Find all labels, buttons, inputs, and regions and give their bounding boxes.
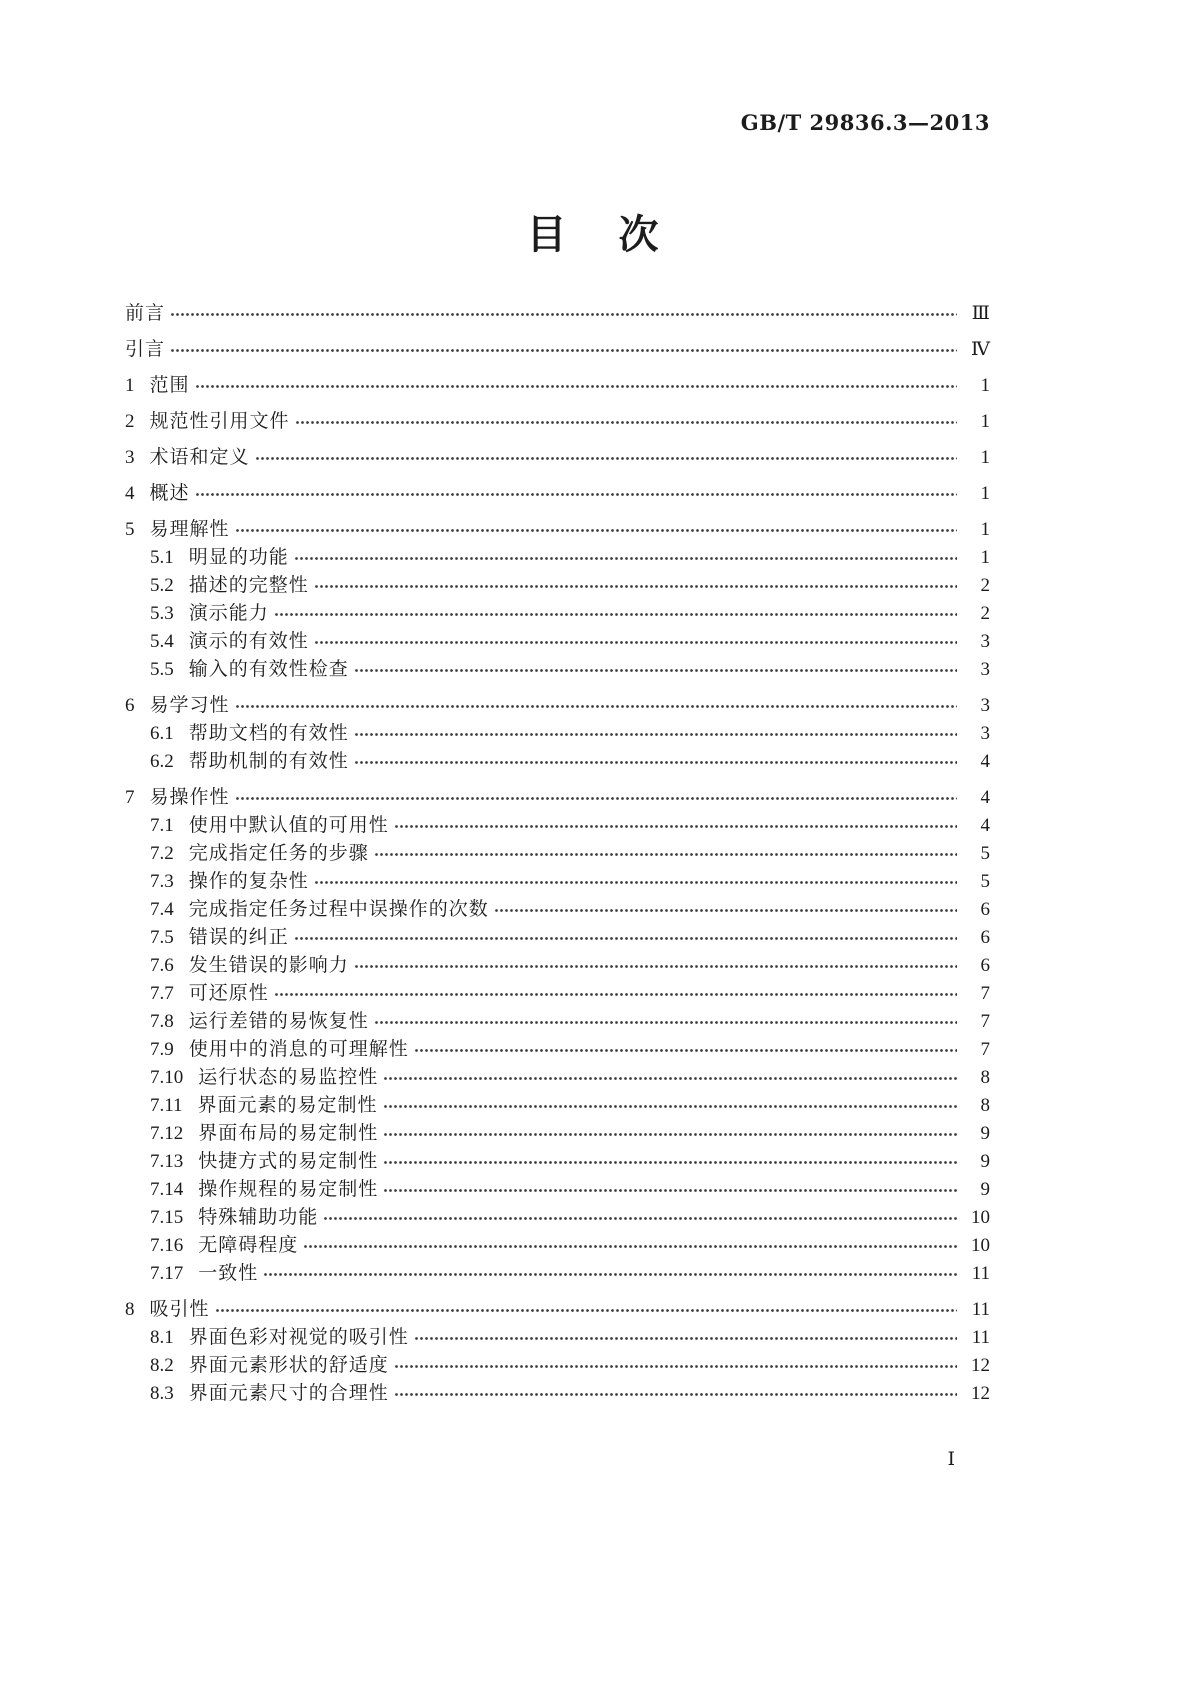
toc-entry-number: 4 [125,483,135,504]
toc-entry-label: 发生错误的影响力 [188,955,349,976]
toc-entry-number: 3 [125,447,135,468]
toc-entry [125,784,990,812]
page-title: 目 次 [526,212,665,257]
toc-entry-page: 12 [971,1355,990,1376]
toc-entry-page: 8 [980,1067,990,1088]
dot-leader [303,1237,957,1256]
toc-entry-number: 7.14 [150,1179,184,1200]
toc-entry-label: 演示能力 [188,603,269,624]
toc-entry-page: 9 [980,1179,990,1200]
toc-entry-label: 界面元素的易定制性 [197,1095,378,1116]
toc-entry-number: 8.2 [150,1355,174,1376]
toc-entry-label: 操作的复杂性 [188,871,309,892]
toc-entry-page: 1 [980,411,990,432]
dot-leader [394,1385,957,1404]
toc-entry-page: 8 [980,1095,990,1116]
toc-list [125,300,990,1408]
toc-entry-number: 7.11 [150,1095,183,1116]
dot-leader [354,725,957,744]
dot-leader [383,1069,957,1088]
toc-entry-label: 快捷方式的易定制性 [198,1151,379,1172]
toc-entry-label: 易理解性 [149,519,230,540]
toc-entry [125,1352,990,1380]
toc-entry [125,868,990,896]
toc-entry-page: 1 [980,447,990,468]
dot-leader [383,1125,957,1144]
toc-entry-number: 7.8 [150,1011,174,1032]
toc-entry-label: 无障碍程度 [198,1235,299,1256]
toc-entry-label: 使用中默认值的可用性 [188,815,389,836]
dot-leader [314,577,957,596]
toc-entry [125,300,990,328]
dot-leader [354,661,957,680]
toc-entry-page: 1 [980,547,990,568]
dot-leader [374,845,957,864]
toc-entry-number: 1 [125,375,135,396]
dot-leader [294,929,957,948]
toc-entry-label: 概述 [149,483,190,504]
toc-entry-number: 8.3 [150,1383,174,1404]
toc-entry [125,1092,990,1120]
toc-entry-label: 界面色彩对视觉的吸引性 [188,1327,409,1348]
toc-entry [125,1296,990,1324]
dot-leader [215,1301,957,1320]
toc-entry [125,372,990,400]
dot-leader [374,1013,957,1032]
toc-entry [125,336,990,364]
toc-entry [125,924,990,952]
dot-leader [494,901,957,920]
toc-entry [125,748,990,776]
toc-entry [125,840,990,868]
toc-entry-number: 7.15 [150,1207,184,1228]
dot-leader [414,1329,957,1348]
dot-leader [394,1357,957,1376]
toc-entry-label: 输入的有效性检查 [188,659,349,680]
toc-entry-page: 2 [980,603,990,624]
toc-entry [125,692,990,720]
toc-entry-label: 特殊辅助功能 [198,1207,319,1228]
toc-entry [125,572,990,600]
toc-entry-number: 7.5 [150,927,174,948]
toc-entry-page: 3 [980,695,990,716]
toc-entry [125,896,990,924]
toc-entry [125,1260,990,1288]
toc-entry-label: 操作规程的易定制性 [198,1179,379,1200]
toc-entry-page: 2 [980,575,990,596]
toc-entry-number: 5.3 [150,603,174,624]
toc-entry [125,1120,990,1148]
dot-leader [354,753,957,772]
toc-entry-page: Ⅳ [971,339,990,360]
toc-entry-label: 前言 [125,303,166,324]
toc-entry-number: 8.1 [150,1327,174,1348]
toc-entry-page: 11 [971,1327,990,1348]
toc-entry-number: 5.4 [150,631,174,652]
toc-entry [125,516,990,544]
toc-entry [125,1008,990,1036]
toc-entry-label: 可还原性 [188,983,269,1004]
toc-entry-number: 6.2 [150,751,174,772]
dot-leader [263,1265,957,1284]
toc-entry-number: 7.17 [150,1263,184,1284]
toc-entry-page: 4 [980,815,990,836]
toc-entry-number: 8 [125,1299,135,1320]
toc-entry [125,980,990,1008]
toc-entry-page: 10 [971,1207,990,1228]
toc-entry-number: 7.6 [150,955,174,976]
toc-entry-label: 帮助文档的有效性 [188,723,349,744]
toc-entry-label: 错误的纠正 [188,927,289,948]
toc-entry [125,656,990,684]
toc-entry-number: 5.1 [150,547,174,568]
toc-entry [125,1380,990,1408]
toc-entry-page: 6 [980,927,990,948]
toc-entry-page: 6 [980,899,990,920]
dot-leader [195,485,957,504]
dot-leader [295,413,957,432]
toc-entry-label: 一致性 [198,1263,259,1284]
toc-entry-page: 11 [971,1299,990,1320]
dot-leader [323,1209,957,1228]
dot-leader [255,449,957,468]
dot-leader [294,549,957,568]
toc-entry-label: 界面布局的易定制性 [198,1123,379,1144]
toc-entry [125,1232,990,1260]
dot-leader [170,341,957,360]
toc-entry [125,952,990,980]
toc-entry-label: 范围 [149,375,190,396]
toc-entry-number: 7.10 [150,1067,184,1088]
standard-number: GB/T 29836.3—2013 [740,110,990,135]
toc-entry-number: 2 [125,411,135,432]
toc-entry-number: 7.1 [150,815,174,836]
toc-entry-page: 12 [971,1383,990,1404]
dot-leader [274,605,957,624]
toc-entry-page: 5 [980,843,990,864]
toc-entry-page: 1 [980,375,990,396]
toc-entry-number: 6.1 [150,723,174,744]
toc-entry-label: 演示的有效性 [188,631,309,652]
toc-entry-number: 6 [125,695,135,716]
toc-entry [125,480,990,508]
toc-entry-number: 7.4 [150,899,174,920]
toc-entry [125,1324,990,1352]
toc-entry-label: 界面元素形状的舒适度 [188,1355,389,1376]
toc-entry-label: 易学习性 [149,695,230,716]
dot-leader [235,789,957,808]
toc-entry-number: 5.2 [150,575,174,596]
toc-entry [125,720,990,748]
toc-entry-number: 7.12 [150,1123,184,1144]
toc-entry-label: 描述的完整性 [188,575,309,596]
toc-entry-label: 明显的功能 [188,547,289,568]
toc-entry-page: 5 [980,871,990,892]
dot-leader [314,873,957,892]
dot-leader [383,1181,957,1200]
dot-leader [394,817,957,836]
toc-entry-page: 7 [980,1039,990,1060]
toc-entry-page: 1 [980,519,990,540]
toc-entry-page: 4 [980,787,990,808]
toc-entry-page: 3 [980,631,990,652]
toc-entry [125,444,990,472]
toc-entry [125,1148,990,1176]
toc-entry-label: 运行状态的易监控性 [198,1067,379,1088]
toc-entry-page: 9 [980,1151,990,1172]
toc-entry-label: 使用中的消息的可理解性 [188,1039,409,1060]
toc-entry-page: 11 [971,1263,990,1284]
toc-entry [125,1204,990,1232]
toc-entry-label: 吸引性 [149,1299,210,1320]
toc-entry-page: 3 [980,659,990,680]
toc-entry-label: 完成指定任务的步骤 [188,843,369,864]
toc-entry-number: 7.2 [150,843,174,864]
toc-entry [125,408,990,436]
dot-leader [414,1041,957,1060]
toc-entry [125,600,990,628]
toc-entry [125,1064,990,1092]
toc-entry-label: 完成指定任务过程中误操作的次数 [188,899,489,920]
toc-entry-page: 4 [980,751,990,772]
toc-entry [125,1176,990,1204]
toc-entry-page: 1 [980,483,990,504]
toc-entry [125,628,990,656]
dot-leader [195,377,957,396]
dot-leader [274,985,957,1004]
toc-entry-number: 7.9 [150,1039,174,1060]
toc-entry-number: 7 [125,787,135,808]
toc-entry-number: 7.7 [150,983,174,1004]
dot-leader [354,957,957,976]
dot-leader [235,697,957,716]
page-number: Ⅰ [947,1449,955,1470]
toc-entry [125,1036,990,1064]
toc-entry-number: 7.3 [150,871,174,892]
toc-entry-number: 5 [125,519,135,540]
toc-entry-label: 运行差错的易恢复性 [188,1011,369,1032]
dot-leader [314,633,957,652]
toc-entry-number: 7.13 [150,1151,184,1172]
toc-entry-label: 界面元素尺寸的合理性 [188,1383,389,1404]
toc-entry-label: 引言 [125,339,166,360]
toc-entry-page: 9 [980,1123,990,1144]
toc-entry-page: 10 [971,1235,990,1256]
toc-entry-number: 5.5 [150,659,174,680]
dot-leader [383,1153,957,1172]
dot-leader [235,521,957,540]
dot-leader [383,1097,957,1116]
toc-entry-page: Ⅲ [971,303,990,324]
toc-entry [125,544,990,572]
toc-entry-number: 7.16 [150,1235,184,1256]
toc-entry-label: 规范性引用文件 [149,411,290,432]
toc-entry-label: 易操作性 [149,787,230,808]
toc-entry-label: 术语和定义 [149,447,250,468]
toc-entry [125,812,990,840]
dot-leader [170,305,957,324]
toc-entry-page: 3 [980,723,990,744]
toc-entry-page: 6 [980,955,990,976]
toc-entry-page: 7 [980,983,990,1004]
toc-entry-page: 7 [980,1011,990,1032]
toc-entry-label: 帮助机制的有效性 [188,751,349,772]
